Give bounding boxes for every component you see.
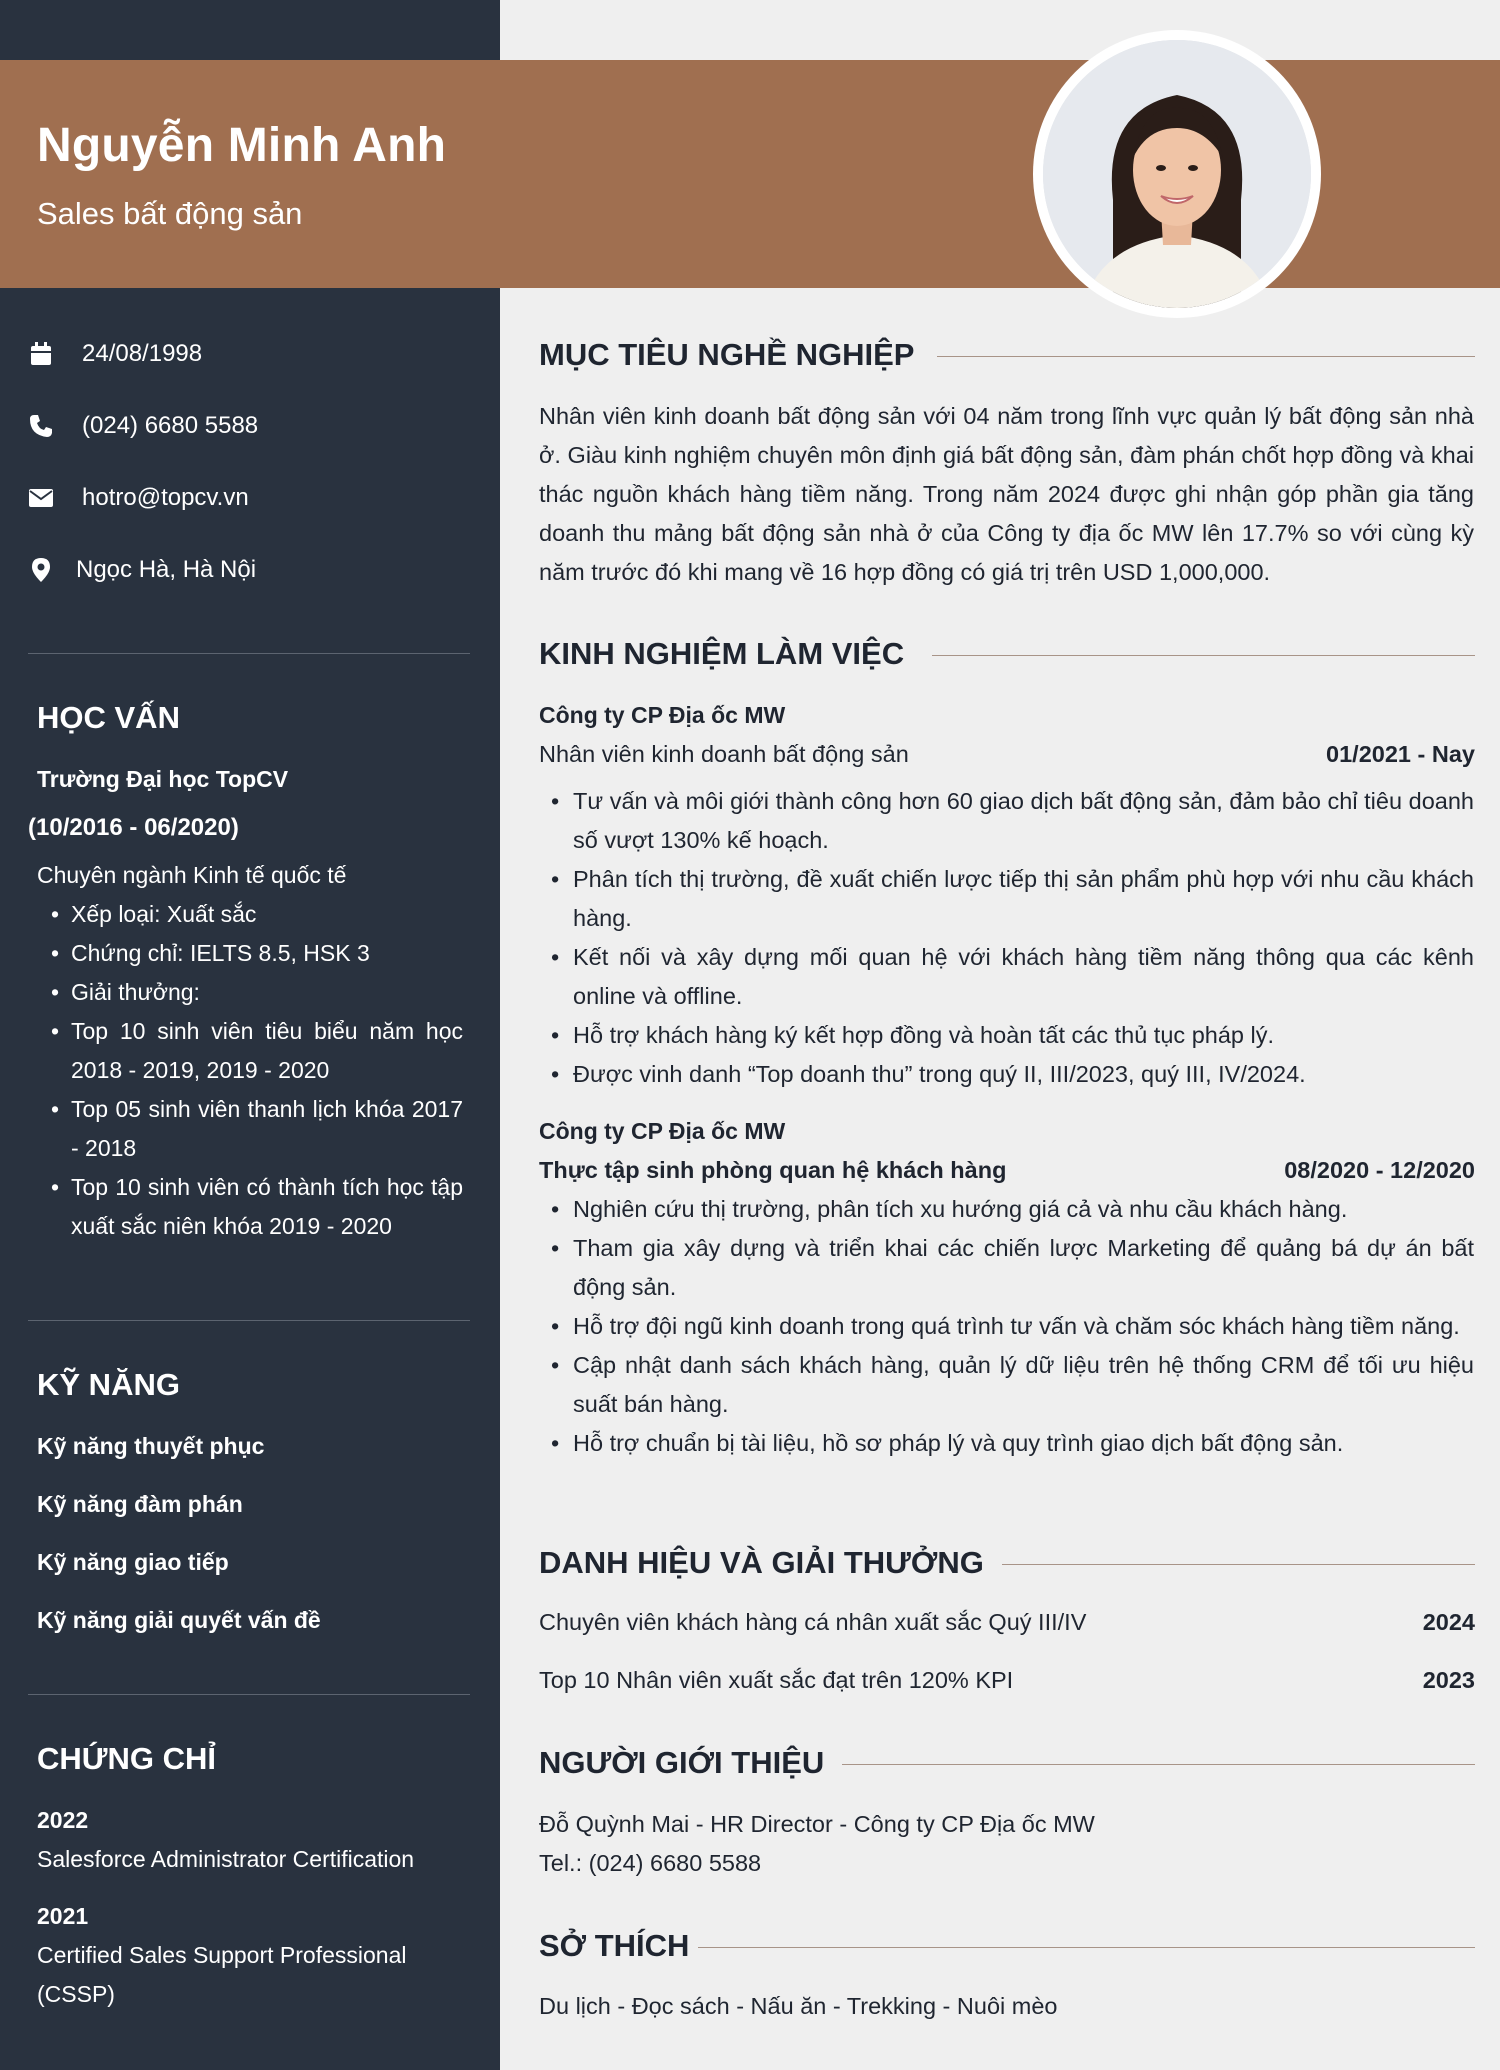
education-item: • Chứng chỉ: IELTS 8.5, HSK 3 <box>37 934 463 973</box>
hobbies-text: Du lịch - Đọc sách - Nấu ăn - Trekking - Nuôi mèo <box>539 1993 1058 2019</box>
award-name: Chuyên viên khách hàng cá nhân xuất sắc Quý III/IV <box>539 1609 1087 1635</box>
section-rule <box>698 1947 1475 1948</box>
education-major: Chuyên ngành Kinh tế quốc tế <box>37 862 347 888</box>
objective-title: MỤC TIÊU NGHỀ NGHIỆP <box>539 337 915 372</box>
job-bullet: • Được vinh danh “Top doanh thu” trong quý II, III/2023, quý III, IV/2024. <box>539 1055 1474 1094</box>
section-rule <box>842 1764 1475 1765</box>
candidate-name: Nguyễn Minh Anh <box>37 119 447 172</box>
education-list <box>37 895 463 1246</box>
job-bullet: • Hỗ trợ đội ngũ kinh doanh trong quá trình tư vấn và chăm sóc khách hàng tiềm năng. <box>539 1307 1474 1346</box>
award-row <box>539 1609 1475 1636</box>
skill-item: Kỹ năng giao tiếp <box>37 1549 229 1575</box>
skill-item: Kỹ năng đàm phán <box>37 1491 243 1517</box>
avatar <box>1043 40 1311 308</box>
contact-address <box>28 556 256 584</box>
job-bullet: • Tư vấn và môi giới thành công hơn 60 giao dịch bất động sản, đảm bảo chỉ tiêu doanh số vượt 130% kế hoạch. <box>539 782 1474 860</box>
job-company: Công ty CP Địa ốc MW <box>539 1118 786 1144</box>
education-item: • Top 10 sinh viên tiêu biểu năm học 2018 - 2019, 2019 - 2020 <box>37 1012 463 1090</box>
phone-text: (024) 6680 5588 <box>82 412 259 439</box>
section-rule <box>932 655 1475 656</box>
section-rule <box>937 356 1475 357</box>
education-period: (10/2016 - 06/2020) <box>28 814 239 841</box>
job-row <box>539 1157 1475 1184</box>
skills-title: KỸ NĂNG <box>37 1367 180 1402</box>
skill-item: Kỹ năng giải quyết vấn đề <box>37 1607 321 1633</box>
sidebar-divider <box>28 1694 470 1695</box>
job-bullets <box>539 782 1474 1094</box>
award-year: 2023 <box>1422 1667 1475 1693</box>
contact-email <box>28 484 249 512</box>
dob-text: 24/08/1998 <box>82 340 203 367</box>
education-item: • Top 10 sinh viên có thành tích học tập xuất sắc niên khóa 2019 - 2020 <box>37 1168 463 1246</box>
education-item: • Giải thưởng: <box>37 973 463 1012</box>
job-bullet: • Hỗ trợ chuẩn bị tài liệu, hồ sơ pháp lý và quy trình giao dịch bất động sản. <box>539 1424 1474 1463</box>
hobbies-title: SỞ THÍCH <box>539 1928 690 1963</box>
job-bullets <box>539 1190 1474 1463</box>
education-item: • Xếp loại: Xuất sắc <box>37 895 463 934</box>
contact-dob <box>28 340 202 368</box>
objective-text: Nhân viên kinh doanh bất động sản với 04 năm trong lĩnh vực quản lý bất động sản nhà ở. Giàu kinh nghiệm chuyên môn định giá bất động sản, đàm phán chốt hợp đồng và khai thác nguồn khách hàng tiềm năng. Trong năm 2024 được ghi nhận góp phần gia tăng doanh thu mảng bất động sản nhà ở của Công ty địa ốc MW lên 17.7% so với cùng kỳ năm trước đó khi mang về 16 hợp đồng có giá trị trên USD 1,000,000. <box>539 403 1474 585</box>
certificates-title: CHỨNG CHỈ <box>37 1741 216 1776</box>
certificate-name: Salesforce Administrator Certification <box>37 1846 415 1872</box>
job-period: 01/2021 - Nay <box>1326 741 1475 767</box>
certificate-name: Certified Sales Support Professional (CSSP) <box>37 1942 407 2007</box>
reference-phone: Tel.: (024) 6680 5588 <box>539 1850 762 1876</box>
address-text: Ngọc Hà, Hà Nội <box>76 556 257 583</box>
skill-item: Kỹ năng thuyết phục <box>37 1433 265 1459</box>
contact-phone <box>28 412 258 440</box>
job-position: Thực tập sinh phòng quan hệ khách hàng <box>539 1157 1007 1183</box>
references-title: NGƯỜI GIỚI THIỆU <box>539 1745 825 1780</box>
job-period: 08/2020 - 12/2020 <box>1284 1157 1475 1183</box>
job-row <box>539 741 1475 768</box>
education-school: Trường Đại học TopCV <box>37 766 289 792</box>
calendar-icon <box>28 341 54 367</box>
sidebar-divider <box>28 653 470 654</box>
job-bullet: • Hỗ trợ khách hàng ký kết hợp đồng và hoàn tất các thủ tục pháp lý. <box>539 1016 1474 1055</box>
job-bullet: • Cập nhật danh sách khách hàng, quản lý dữ liệu trên hệ thống CRM để tối ưu hiệu suất bán hàng. <box>539 1346 1474 1424</box>
job-bullet: • Kết nối và xây dựng mối quan hệ với khách hàng tiềm năng thông qua các kênh online và offline. <box>539 938 1474 1016</box>
email-text: hotro@topcv.vn <box>82 484 249 511</box>
job-position: Nhân viên kinh doanh bất động sản <box>539 741 909 767</box>
section-rule <box>1002 1564 1475 1565</box>
award-year: 2024 <box>1422 1609 1475 1635</box>
award-name: Top 10 Nhân viên xuất sắc đạt trên 120% KPI <box>539 1667 1014 1693</box>
phone-icon <box>28 413 54 439</box>
awards-title: DANH HIỆU VÀ GIẢI THƯỞNG <box>539 1545 984 1580</box>
certificate-year: 2021 <box>37 1903 89 1929</box>
sidebar-divider <box>28 1320 470 1321</box>
education-title: HỌC VẤN <box>37 700 180 735</box>
job-company: Công ty CP Địa ốc MW <box>539 702 786 728</box>
experience-title: KINH NGHIỆM LÀM VIỆC <box>539 636 905 671</box>
job-bullet: • Nghiên cứu thị trường, phân tích xu hướng giá cả và nhu cầu khách hàng. <box>539 1190 1474 1229</box>
award-row <box>539 1667 1475 1694</box>
mail-icon <box>28 485 54 511</box>
job-bullet: • Phân tích thị trường, đề xuất chiến lược tiếp thị sản phẩm phù hợp với nhu cầu khách hàng. <box>539 860 1474 938</box>
candidate-title: Sales bất động sản <box>37 196 303 231</box>
reference-line: Đỗ Quỳnh Mai - HR Director - Công ty CP Địa ốc MW <box>539 1811 1095 1837</box>
education-item: • Top 05 sinh viên thanh lịch khóa 2017 - 2018 <box>37 1090 463 1168</box>
job-bullet: • Tham gia xây dựng và triển khai các chiến lược Marketing để quảng bá dự án bất động sản. <box>539 1229 1474 1307</box>
location-pin-icon <box>28 557 54 583</box>
certificate-year: 2022 <box>37 1807 89 1833</box>
